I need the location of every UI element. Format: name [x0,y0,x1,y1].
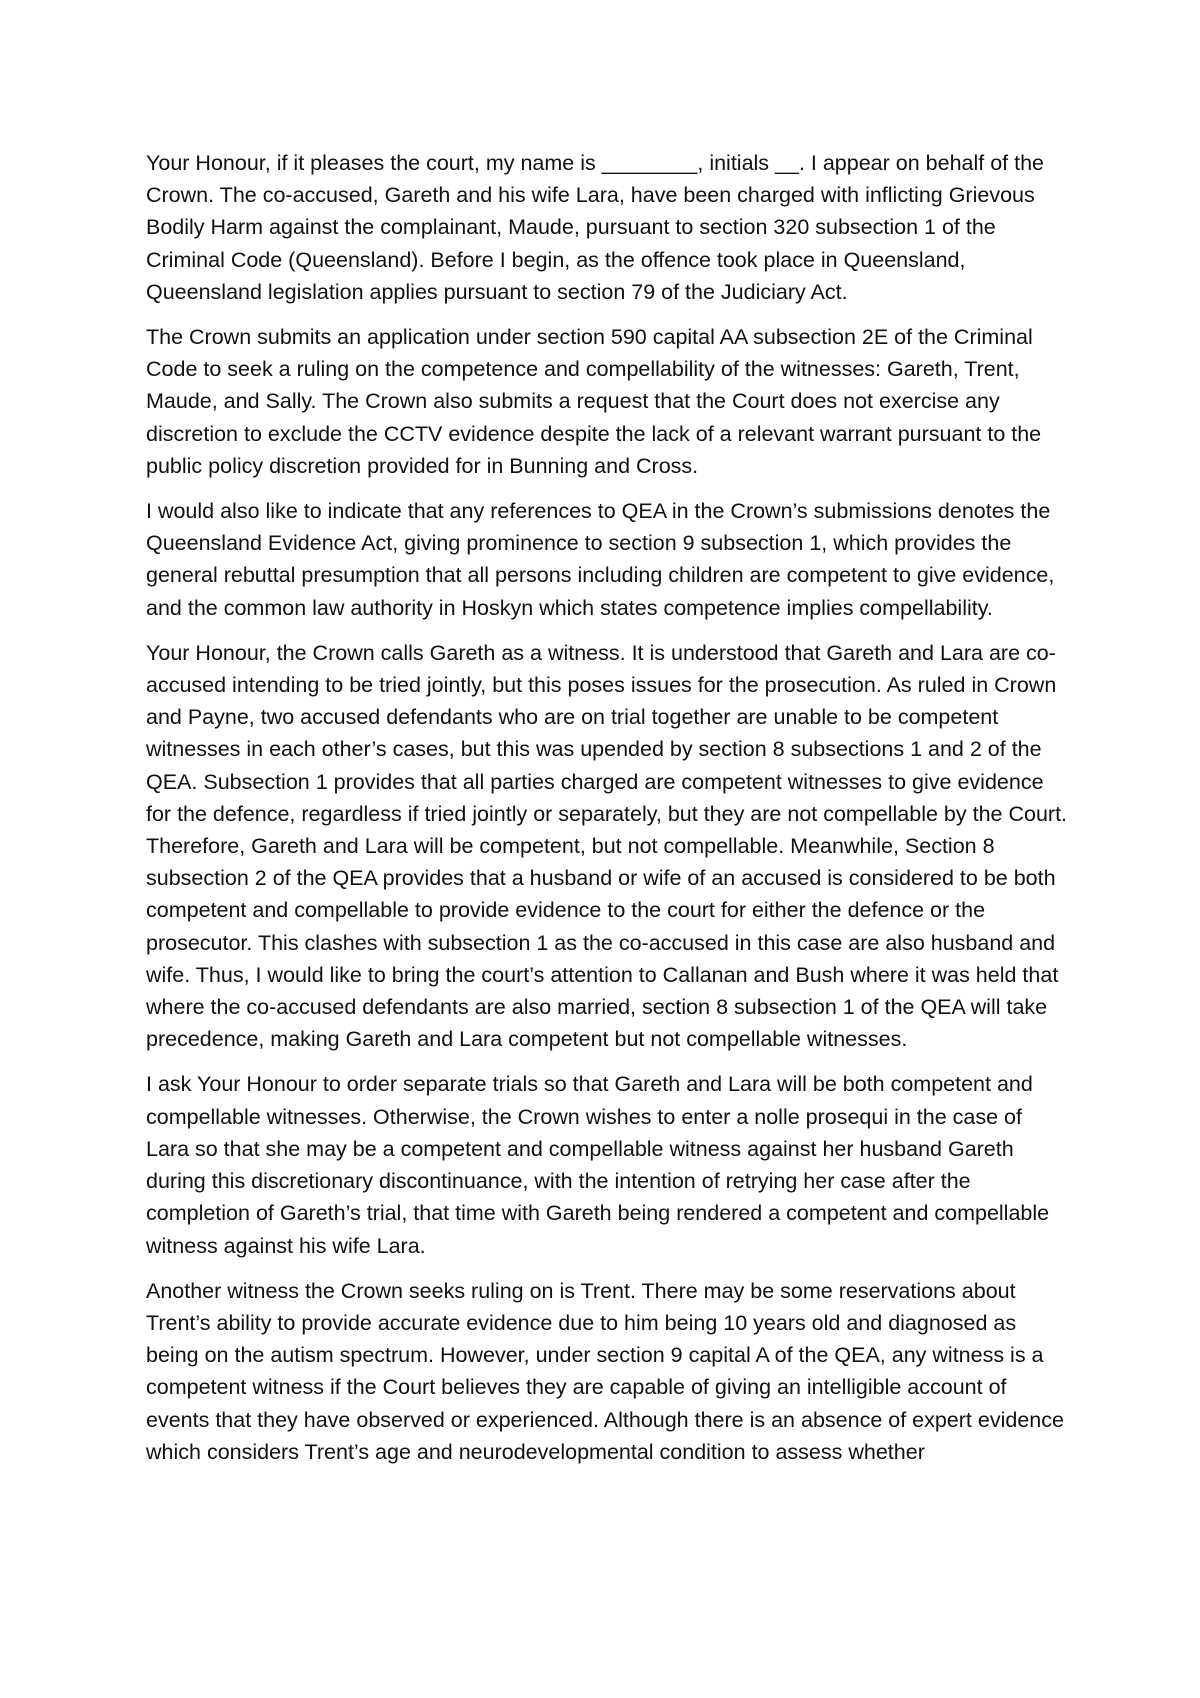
document-body [146,147,1068,1481]
paragraph-separate-trials: I ask Your Honour to order separate trials so that Gareth and Lara will be both competent and compellable witnesses. Otherwise, the Crown wishes to enter a nolle prosequi in the case of Lara so that she may be a competent and compellable witness against her husband Gareth during this discretionary discontinuance, with the intention of retrying her case after the completion of Gareth’s trial, that time with Gareth being rendered a competent and compellable witness against his wife Lara. [146,1072,1050,1258]
paragraph-trent-witness: Another witness the Crown seeks ruling on is Trent. There may be some reservations about Trent’s ability to provide accurate evidence due to him being 10 years old and diagnosed as being on the autism spectrum. However, under section 9 capital A of the QEA, any witness is a competent witness if the Court believes they are capable of giving an intelligible account of events that they have observed or experienced. Although there is an absence of expert evidence which considers Trent’s age and neurodevelopmental condition to assess whether [146,1278,1064,1464]
paragraph-application: The Crown submits an application under section 590 capital AA subsection 2E of the Criminal Code to seek a ruling on the competence and compellability of the witnesses: Gareth, Trent, Maude, and Sally. The Crown also submits a request that the Court does not exercise any discretion to exclude the CCTV evidence despite the lack of a relevant warrant pursuant to the public policy discretion provided for in Bunning and Cross. [146,325,1042,478]
paragraph-qea-definition: I would also like to indicate that any references to QEA in the Crown’s submissions denotes the Queensland Evidence Act, giving prominence to section 9 subsection 1, which provides the general rebuttal presumption that all persons including children are competent to give evidence, and the common law authority in Hoskyn which states competence implies compellability. [146,499,1055,620]
paragraph-gareth-witness: Your Honour, the Crown calls Gareth as a witness. It is understood that Gareth and Lara are co-accused intending to be tried jointly, but this poses issues for the prosecution. As ruled in Crown and Payne, two accused defendants who are on trial together are unable to be competent witnesses in each other’s cases, but this was upended by section 8 subsections 1 and 2 of the QEA. Subsection 1 provides that all parties charged are competent witnesses to give evidence for the defence, regardless if tried jointly or separately, but they are not compellable by the Court. Therefore, Gareth and Lara will be competent, but not compellable. Meanwhile, Section 8 subsection 2 of the QEA provides that a husband or wife of an accused is considered to be both competent and compellable to provide evidence to the court for either the defence or the prosecutor. This clashes with subsection 1 as the co-accused in this case are also husband and wife. Thus, I would like to bring the court’s attention to Callanan and Bush where it was held that where the co-accused defendants are also married, section 8 subsection 1 of the QEA will take precedence, making Gareth and Lara competent but not compellable witnesses. [146,640,1068,1052]
paragraph-introduction: Your Honour, if it pleases the court, my name is ________, initials __. I appear on behalf of the Crown. The co-accused, Gareth and his wife Lara, have been charged with inflicting Grievous Bodily Harm against the complainant, Maude, pursuant to section 320 subsection 1 of the Criminal Code (Queensland). Before I begin, as the offence took place in Queensland, Queensland legislation applies pursuant to section 79 of the Judiciary Act. [146,151,1044,304]
